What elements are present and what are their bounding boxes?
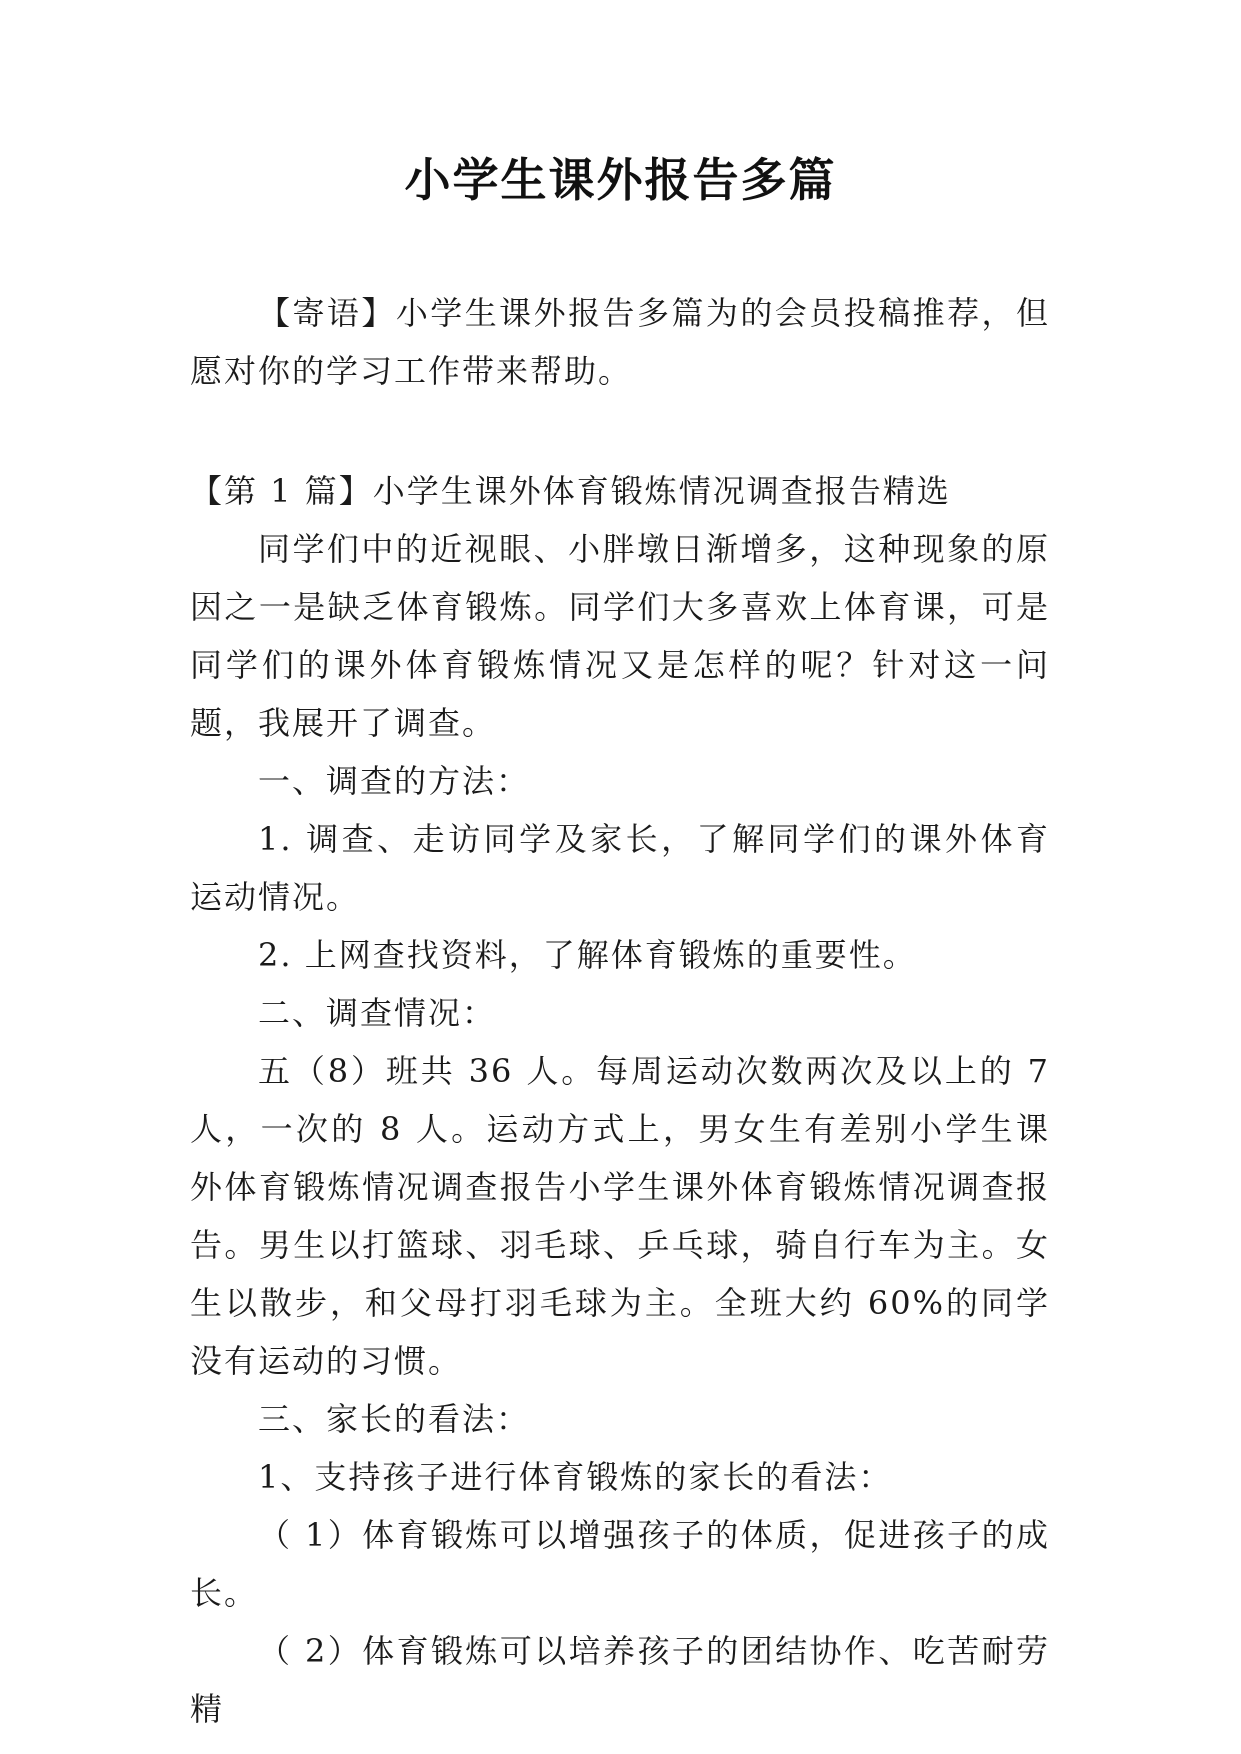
foreword-paragraph: 【寄语】小学生课外报告多篇为的会员投稿推荐，但愿对你的学习工作带来帮助。: [190, 294, 1050, 390]
section-heading-parents: 三、家长的看法：: [258, 1400, 531, 1438]
article-heading: 【第 1 篇】小学生课外体育锻炼情况调查报告精选: [190, 472, 951, 510]
list-item-parents-support: 1、支持孩子进行体育锻炼的家长的看法：: [258, 1458, 893, 1496]
foreword-block: [190, 284, 1050, 400]
article-body: [190, 462, 1050, 1738]
section-heading-situation: 二、调查情况：: [258, 994, 497, 1032]
list-item-method-2: 2. 上网查找资料，了解体育锻炼的重要性。: [258, 936, 917, 974]
paragraph-intro: 同学们中的近视眼、小胖墩日渐增多，这种现象的原因之一是缺乏体育锻炼。同学们大多喜欢上体育课，可是同学们的课外体育锻炼情况又是怎样的呢？针对这一问题，我展开了调查。: [190, 530, 1050, 742]
paragraph-situation: 五（8）班共 36 人。每周运动次数两次及以上的 7 人，一次的 8 人。运动方式上，男女生有差别小学生课外体育锻炼情况调查报告小学生课外体育锻炼情况调查报告。男生以打篮球、羽毛球、乒乓球，骑自行车为主。女生以散步，和父母打羽毛球为主。全班大约 60%的同学没有运动的习惯。: [190, 1052, 1050, 1380]
document-title: 小学生课外报告多篇: [404, 153, 837, 207]
list-item-method-1: 1. 调查、走访同学及家长，了解同学们的课外体育运动情况。: [190, 820, 1050, 916]
list-item-sub-2: （ 2）体育锻炼可以培养孩子的团结协作、吃苦耐劳精: [190, 1632, 1050, 1728]
list-item-sub-1: （ 1）体育锻炼可以增强孩子的体质，促进孩子的成长。: [190, 1516, 1050, 1612]
section-heading-methods: 一、调查的方法：: [258, 762, 531, 800]
